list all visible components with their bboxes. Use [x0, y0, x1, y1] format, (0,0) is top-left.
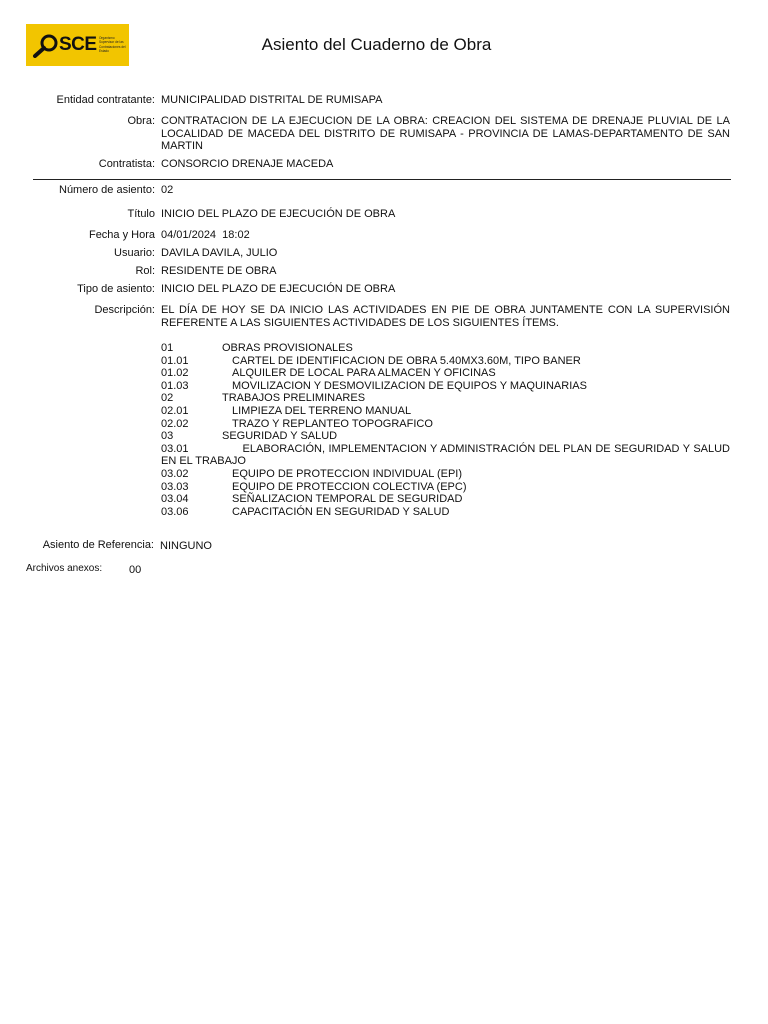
logo-tagline: Organismo Supervisor de las Contrataciones del Estado — [99, 36, 126, 54]
list-item — [161, 405, 730, 418]
entidad-value: MUNICIPALIDAD DISTRITAL DE RUMISAPA — [161, 94, 383, 106]
entidad-label: Entidad contratante: — [56, 94, 155, 106]
numero-value: 02 — [161, 184, 174, 196]
item-code: 03.06 — [161, 505, 189, 518]
contratista-value: CONSORCIO DRENAJE MACEDA — [161, 158, 334, 170]
list-item — [161, 355, 730, 368]
item-text: SEGURIDAD Y SALUD — [222, 430, 338, 443]
list-item — [161, 468, 730, 481]
item-text: EQUIPO DE PROTECCION INDIVIDUAL (EPI) — [232, 467, 463, 480]
logo-wordmark: SCE — [59, 34, 97, 55]
referencia-label: Asiento de Referencia: — [42, 539, 154, 551]
list-item — [161, 342, 730, 355]
item-text: SEÑALIZACION TEMPORAL DE SEGURIDAD — [232, 493, 463, 506]
item-code: 03.01 — [161, 442, 189, 455]
usuario-label: Usuario: — [114, 247, 155, 259]
list-item — [161, 430, 730, 443]
anexos-label: Archivos anexos: — [26, 563, 103, 574]
list-item — [161, 443, 730, 468]
fecha-label: Fecha y Hora — [88, 229, 155, 241]
item-text: CAPACITACIÓN EN SEGURIDAD Y SALUD — [232, 505, 450, 518]
titulo-label: Título — [127, 208, 155, 220]
contratista-label: Contratista: — [98, 158, 155, 170]
item-text: TRABAJOS PRELIMINARES — [222, 392, 366, 405]
tipo-value: INICIO DEL PLAZO DE EJECUCIÓN DE OBRA — [161, 283, 396, 295]
magnifier-logo-icon — [32, 32, 60, 58]
list-item — [161, 506, 730, 519]
referencia-value: NINGUNO — [160, 540, 212, 552]
item-code: 03.03 — [161, 480, 189, 493]
item-code: 01 — [161, 342, 174, 354]
item-code: 02 — [161, 392, 174, 405]
rol-label: Rol: — [135, 265, 155, 277]
list-item — [161, 481, 730, 494]
list-item — [161, 392, 730, 405]
titulo-value: INICIO DEL PLAZO DE EJECUCIÓN DE OBRA — [161, 208, 396, 220]
item-code: 02.01 — [161, 404, 189, 417]
item-text: LIMPIEZA DEL TERRENO MANUAL — [232, 404, 412, 417]
usuario-value: DAVILA DAVILA, JULIO — [161, 247, 278, 259]
item-code: 03 — [161, 430, 174, 443]
list-item — [161, 367, 730, 380]
section-divider — [33, 179, 731, 180]
descripcion-value: EL DÍA DE HOY SE DA INICIO LAS ACTIVIDADES EN PIE DE OBRA JUNTAMENTE CON LA SUPERVISIÓN REFERENTE A LAS SIGUIENTES ACTIVIDADES DE LOS SIGUIENTES ÍTEMS. — [161, 304, 730, 329]
item-code: 01.01 — [161, 354, 189, 367]
tipo-label: Tipo de asiento: — [77, 283, 155, 295]
item-code: 03.04 — [161, 493, 189, 506]
obra-label: Obra: — [127, 115, 155, 127]
item-text: ALQUILER DE LOCAL PARA ALMACEN Y OFICINAS — [232, 367, 496, 380]
descripcion-label: Descripción: — [94, 304, 155, 316]
item-code: 01.03 — [161, 379, 189, 392]
item-text: MOVILIZACION Y DESMOVILIZACION DE EQUIPOS Y MAQUINARIAS — [232, 379, 587, 392]
anexos-value: 00 — [129, 564, 142, 576]
item-text: OBRAS PROVISIONALES — [222, 342, 353, 354]
list-item — [161, 418, 730, 431]
rol-value: RESIDENTE DE OBRA — [161, 265, 277, 277]
item-code: 03.02 — [161, 467, 189, 480]
item-code: 01.02 — [161, 367, 189, 380]
item-text: ELABORACIÓN, IMPLEMENTACION Y ADMINISTRACIÓN DEL PLAN DE SEGURIDAD Y SALUD EN EL TRABAJO — [161, 442, 730, 468]
item-text: EQUIPO DE PROTECCION COLECTIVA (EPC) — [232, 480, 467, 493]
list-item — [161, 493, 730, 506]
numero-label: Número de asiento: — [59, 184, 155, 196]
item-text: CARTEL DE IDENTIFICACION DE OBRA 5.40MX3.60M, TIPO BANER — [232, 354, 581, 367]
fecha-value: 04/01/2024 18:02 — [161, 229, 250, 241]
page-title: Asiento del Cuaderno de Obra — [261, 35, 492, 54]
list-item — [161, 380, 730, 393]
obra-value: CONTRATACION DE LA EJECUCION DE LA OBRA: CREACION DEL SISTEMA DE DRENAJE PLUVIAL DE LA LOCALIDAD DE MACEDA DEL DISTRITO DE RUMISAPA - PROVINCIA DE LAMAS-DEPARTAMENTO DE SAN MARTIN — [161, 115, 730, 152]
item-code: 02.02 — [161, 417, 189, 430]
item-text: TRAZO Y REPLANTEO TOPOGRAFICO — [232, 417, 433, 430]
item-list — [161, 342, 730, 518]
osce-logo — [26, 24, 129, 66]
